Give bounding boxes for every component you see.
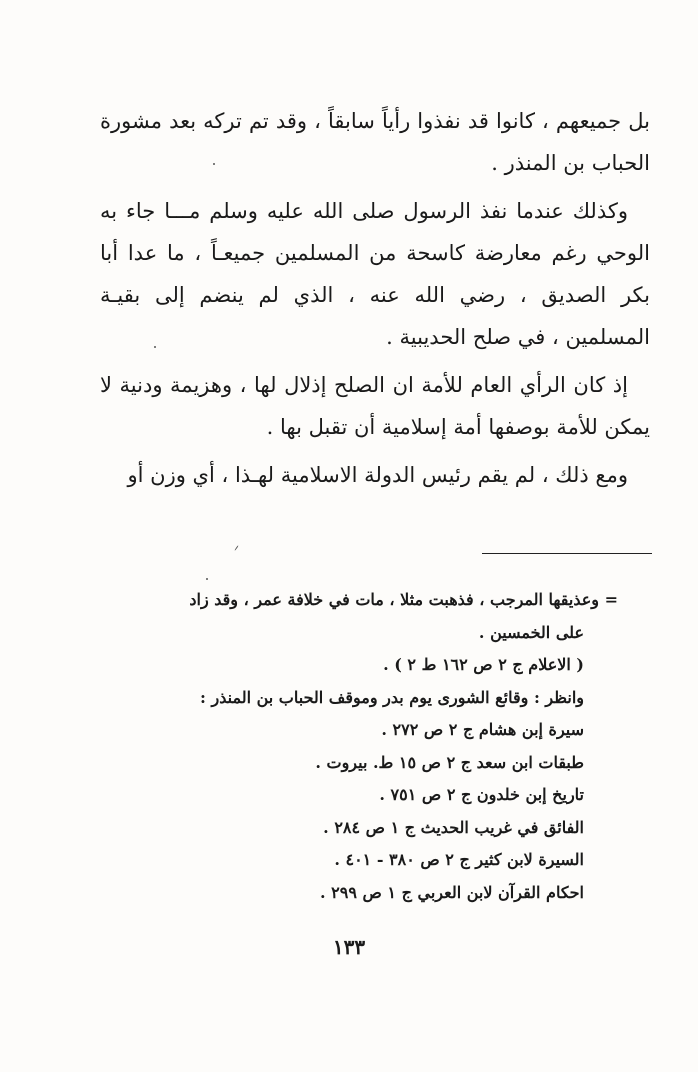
footnote-separator <box>482 553 652 554</box>
footnote-line: السيرة لابن كثير ج ٢ ص ٣٨٠ - ٤٠١ . <box>334 850 584 869</box>
page-number: ١٣٣ <box>332 935 366 959</box>
paper-speck <box>234 545 238 550</box>
footnote-line: سيرة إبن هشام ج ٢ ص ٢٧٢ . <box>381 720 584 739</box>
paper-speck <box>206 578 208 580</box>
paragraph-1: بل جميعهم ، كانوا قد نفذوا رأياً سابقاً ، وقد تم تركه بعد مشورة الحباب بن المنذر . <box>100 109 650 175</box>
footnote-line: احكام القرآن لابن العربي ج ١ ص ٢٩٩ . <box>320 882 584 902</box>
footnote-line: ( الاعلام ج ٢ ص ١٦٢ ط ٢ ) . <box>383 655 584 674</box>
main-text <box>100 100 650 502</box>
footnote-line: الفائق في غريب الحديث ج ١ ص ٢٨٤ . <box>323 817 584 837</box>
footnote-line: = وعذيقها المرجب ، فذهبت مثلا ، مات في خلافة عمر ، وقد زاد <box>189 590 618 609</box>
paper-speck <box>213 163 215 165</box>
footnote-line: تاريخ إبن خلدون ج ٢ ص ٧٥١ . <box>379 785 584 804</box>
footnote-line: طبقات ابن سعد ج ٢ ص ١٥ ط. بيروت . <box>315 752 584 772</box>
paragraph-2: وكذلك عندما نفذ الرسول صلى الله عليه وسلم مـــا جاء به الوحي رغم معارضة كاسحة من المسلمين جميعـاً ، ما عدا أبا بكر الصديق ، رضي الله عنه ، الذي لم ينضم إلى بقيـة المسلمين ، في صلح الحديبية . <box>100 199 650 349</box>
paragraph-3: إذ كان الرأي العام للأمة ان الصلح إذلال لها ، وهزيمة ودنية لا يمكن للأمة بوصفها أمة إسلامية أن تقبل بها . <box>100 373 650 439</box>
footnote-line: على الخمسين . <box>478 622 584 642</box>
footnote-line: وانظر : وقائع الشورى يوم بدر وموقف الحباب بن المنذر : <box>200 687 584 707</box>
paper-speck <box>154 346 156 348</box>
paragraph-4: ومع ذلك ، لم يقم رئيس الدولة الاسلامية لهـذا ، أي وزن أو <box>127 463 628 487</box>
footnotes <box>100 584 618 909</box>
